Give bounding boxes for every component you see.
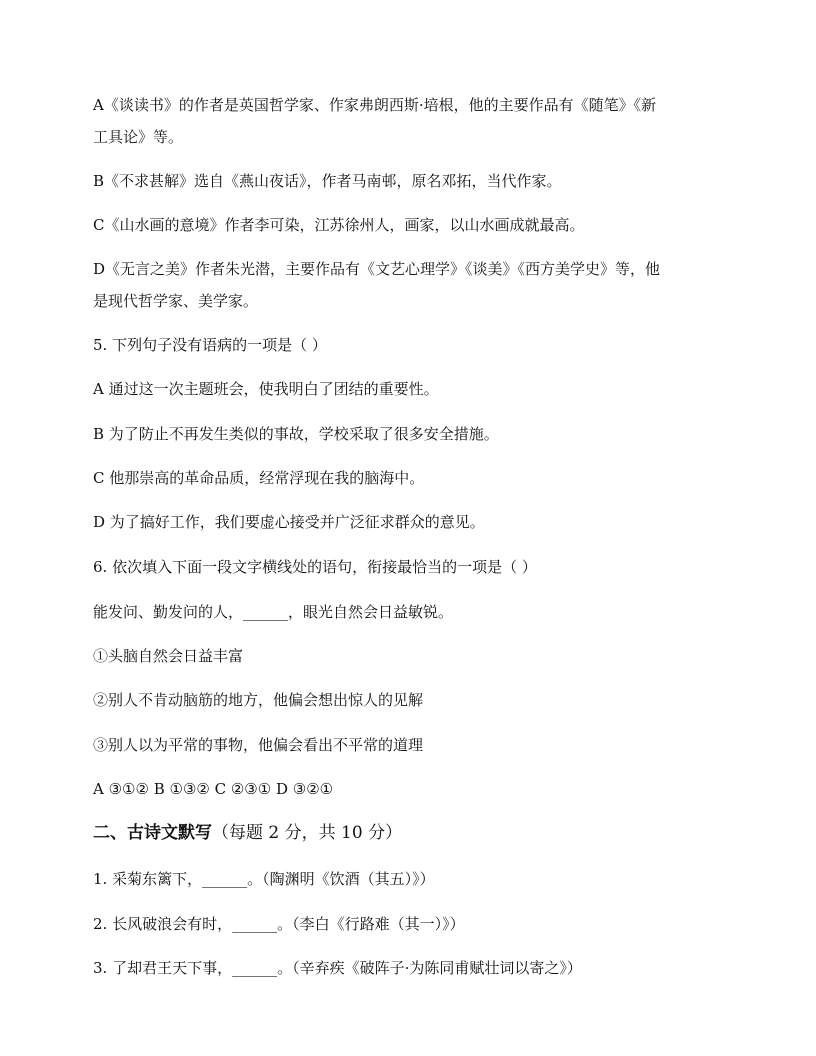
option-c: C《山水画的意境》作者李可染，江苏徐州人，画家，以山水画成就最高。 xyxy=(93,216,585,234)
section-title: 二、古诗文默写 xyxy=(93,823,212,843)
poem-question-2: 2. 长风破浪会有时，______。（李白《行路难（其一）》） xyxy=(93,915,465,933)
q5-option-a: A 通过这一次主题班会，使我明白了团结的重要性。 xyxy=(93,380,439,398)
option-d-line-2: 是现代哲学家、美学家。 xyxy=(93,292,259,310)
option-a-line-1: A《谈读书》的作者是英国哲学家、作家弗朗西斯·培根，他的主要作品有《随笔》《新 xyxy=(93,96,657,114)
q6-statement-2: ②别人不肯动脑筋的地方，他偏会想出惊人的见解 xyxy=(93,691,424,709)
q5-option-d: D 为了搞好工作，我们要虚心接受并广泛征求群众的意见。 xyxy=(93,513,485,531)
option-d-line-1: D《无言之美》作者朱光潜，主要作品有《文艺心理学》《谈美》《西方美学史》等，他 xyxy=(93,260,661,278)
section-heading xyxy=(93,822,733,844)
q6-passage: 能发问、勤发问的人，______，眼光自然会日益敏锐。 xyxy=(93,603,454,621)
q6-statement-1: ①头脑自然会日益丰富 xyxy=(93,647,244,665)
section-note: （每题 2 分，共 10 分） xyxy=(212,823,403,843)
question-5: 5. 下列句子没有语病的一项是（ ） xyxy=(93,336,327,354)
q5-option-c: C 他那崇高的革命品质，经常浮现在我的脑海中。 xyxy=(93,469,425,487)
poem-question-1: 1. 采菊东篱下，______。（陶渊明《饮酒（其五）》） xyxy=(93,870,435,888)
option-b: B《不求甚解》选自《燕山夜话》，作者马南邨，原名邓拓，当代作家。 xyxy=(93,172,562,190)
q6-statement-3: ③别人以为平常的事物，他偏会看出不平常的道理 xyxy=(93,736,424,754)
q6-choices: A ③①② B ①③② C ②③① D ③②① xyxy=(93,780,334,798)
q5-option-b: B 为了防止不再发生类似的事故，学校采取了很多安全措施。 xyxy=(93,425,499,443)
question-6: 6. 依次填入下面一段文字横线处的语句，衔接最恰当的一项是（ ） xyxy=(93,558,537,576)
option-a-line-2: 工具论》等。 xyxy=(93,128,184,146)
poem-question-3: 3. 了却君王天下事，______。（辛弃疾《破阵子·为陈同甫赋壮词以寄之》） xyxy=(93,959,582,977)
